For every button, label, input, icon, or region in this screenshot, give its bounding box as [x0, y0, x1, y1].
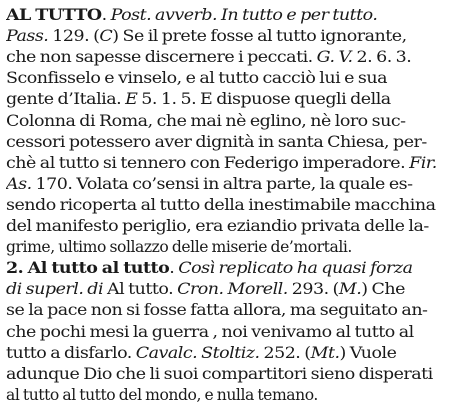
text-line [6, 257, 413, 279]
italic-text: As. [6, 174, 32, 193]
text-run: 2. 6. 3. [352, 48, 412, 67]
text-run: cessori potessero aver dignità in santa Chiesa, per- [6, 132, 427, 151]
italic-text: Mt. [310, 343, 340, 362]
text-line [6, 152, 437, 174]
text-run: sendo ricoperta al tutto della inestimabile macchina [6, 195, 436, 214]
text-run: che pochi mesi la guerra , noi venivamo al tutto al [6, 322, 414, 341]
text-run: ) Che [361, 280, 405, 299]
italic-text: C [99, 27, 113, 46]
dictionary-entry [6, 4, 461, 406]
text-run: chè al tutto si tennero con Federigo imperadore. [6, 153, 410, 172]
text-run: 5. 1. 5. E dispuose quegli della [137, 90, 391, 109]
italic-text: Post. avverb. In tutto e per tutto. [110, 6, 378, 24]
text-run: . [169, 259, 179, 278]
text-line [6, 4, 377, 26]
text-run: tutto a disfarlo. [6, 343, 136, 362]
text-line [6, 215, 429, 237]
italic-text: G. V. [316, 48, 353, 67]
text-line [6, 46, 411, 68]
text-line [6, 363, 433, 385]
italic-text: E [125, 90, 138, 109]
text-run: Al tutto. [103, 280, 178, 299]
text-run: gente d’Italia. [6, 90, 126, 109]
headword: 2. Al tutto al tutto [6, 258, 170, 278]
text-run: 170. Volata co’sensi in altra parte, la quale es- [31, 174, 413, 193]
text-line [6, 194, 436, 216]
text-run: se la pace non si fosse fatta allora, ma seguitato an- [6, 301, 428, 320]
text-run: adunque Dio che li suoi compartitori sieno disperati [6, 364, 433, 383]
text-line [6, 299, 427, 321]
italic-text: Cron. Morell. [177, 280, 288, 299]
text-run: . [101, 6, 111, 24]
text-run: 129. ( [48, 27, 100, 46]
text-line [6, 88, 391, 110]
italic-text: di superl. di [6, 280, 104, 299]
text-run: Sconfisselo e vinselo, e al tutto cacciò lui e sua [6, 69, 387, 88]
text-run: 293. ( [287, 280, 339, 299]
italic-text: Cavalc. Stoltiz. [135, 343, 260, 362]
text-line [6, 25, 407, 47]
text-run: del manifesto periglio, era eziandio privata delle la- [6, 217, 429, 235]
text-run: grime, ultimo sollazzo delle miserie de’mortali. [6, 238, 352, 257]
italic-text: Pass. [6, 27, 49, 46]
text-run: Colonna di Roma, che mai nè eglino, nè loro suc- [6, 111, 406, 130]
text-run: al tutto al tutto del mondo, e nulla temano. [6, 385, 318, 404]
text-line [6, 236, 352, 258]
italic-text: Così replicato ha quasi forza [178, 259, 413, 278]
text-line [6, 321, 414, 343]
text-line [6, 342, 396, 364]
headword: AL TUTTO [6, 5, 102, 24]
text-line [6, 384, 318, 406]
italic-text: Fir. [409, 153, 437, 172]
italic-text: M. [338, 280, 362, 299]
text-run: ) Se il prete fosse al tutto ignorante, [112, 27, 407, 46]
text-run: che non sapesse discernere i peccati. [6, 48, 317, 67]
text-line [6, 173, 413, 195]
text-line [6, 131, 427, 153]
text-run: ) Vuole [339, 343, 397, 362]
text-line [6, 110, 405, 132]
text-line [6, 67, 387, 89]
text-line [6, 278, 405, 300]
text-run: 252. ( [259, 343, 311, 362]
